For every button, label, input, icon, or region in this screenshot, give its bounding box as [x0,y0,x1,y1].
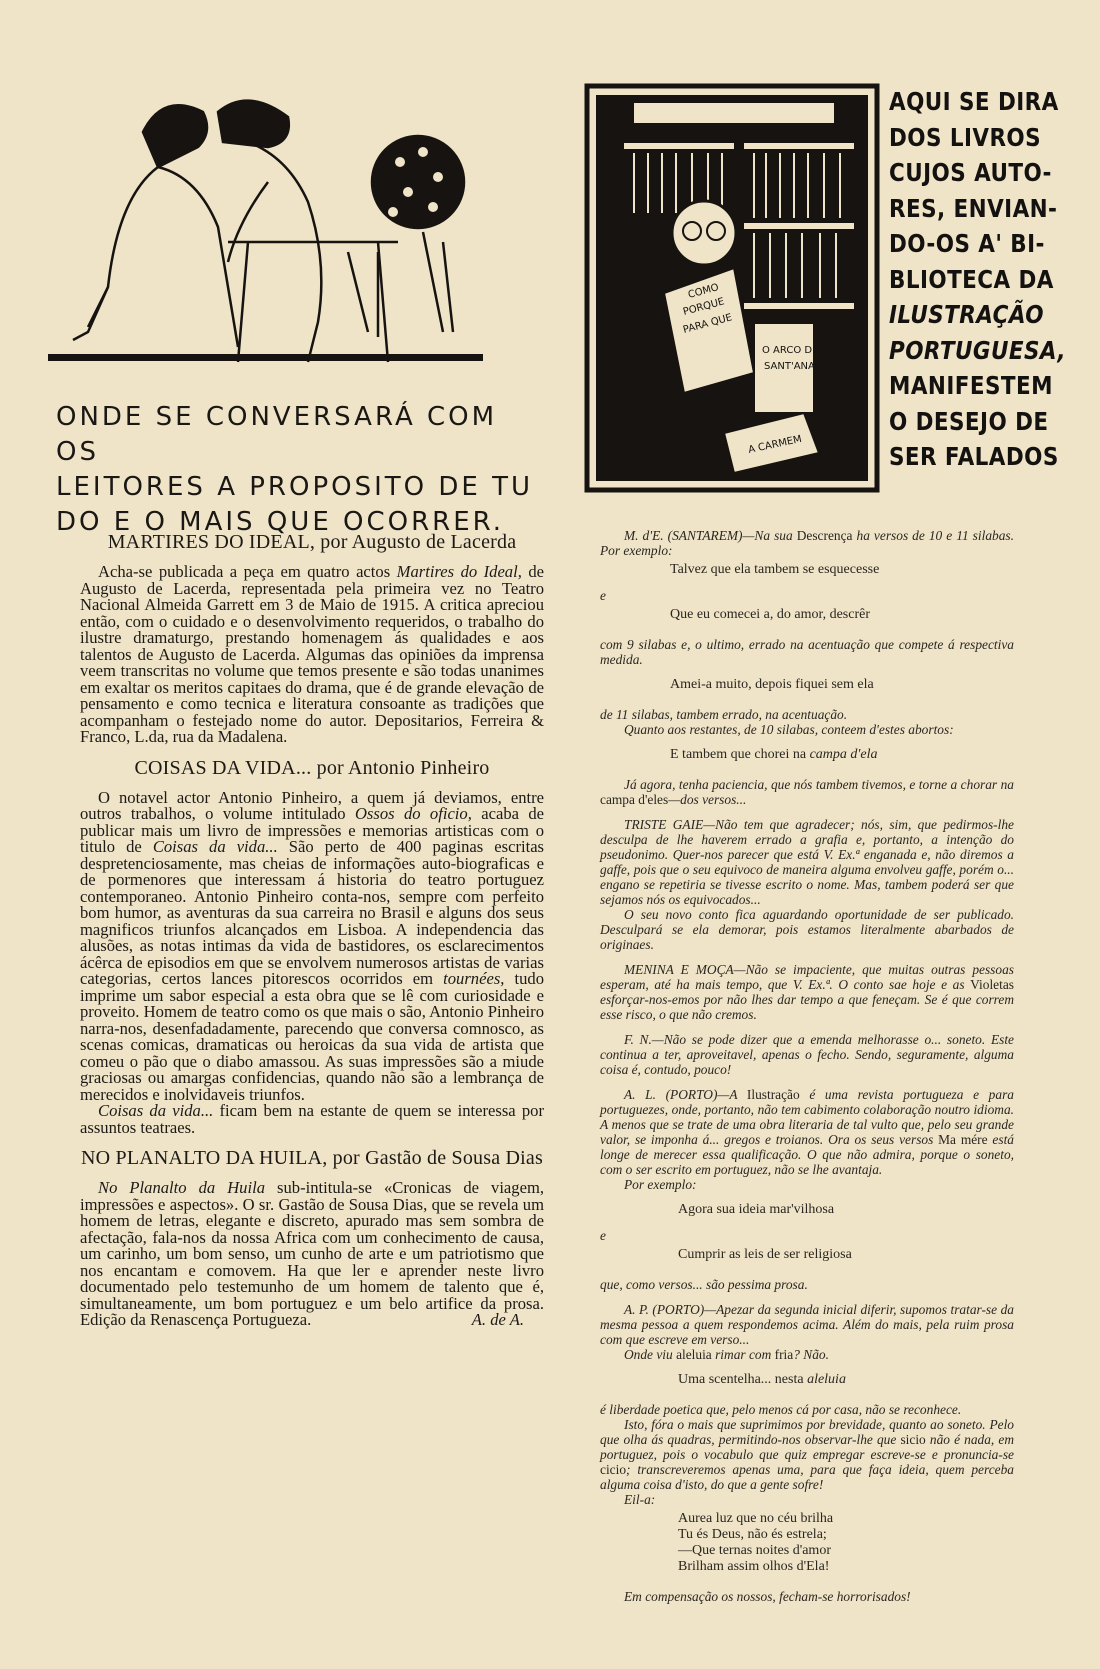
title-line: ILUSTRAÇÃO [889,300,1045,329]
text-segment: E tambem que chorei na [670,747,810,762]
book-label: O ARCO DE [762,345,819,356]
title-line: RES, ENVIAN- [889,193,1058,223]
text-segment: acaba de publicar mais um livro de impressões e memorias artisticas com o titulo de [80,804,545,856]
reply-paragraph [600,817,1014,907]
reply-paragraph [600,1402,1014,1417]
text-segment: O notavel actor Antonio Pinheiro, a quem já deviamos, entre outros trabalhos, o volume intitulado [80,787,544,823]
text-segment: São perto de 400 paginas escritas despretenciosamente, mas cheias de informações auto-biograficas e de pormenores que interessam á historia do teatro portuguez contemporaneo. Antonio Pinheiro conta-nos, sempre com perfeito bom humor, as aventuras da sua carreira no Brasil e alguns dos seus magnificos triunfos alcançados em Lisboa. A independencia das alusões, as notas intimas da vida de bastidores, os esclarecimentos ácêrca de episodios em que se envolvem numerosos artistas de varias categorias, certos lances pitorescos ocorridos em [80,837,545,988]
title-line: SER FALADOS [889,442,1059,471]
text-segment: Já agora, tenha paciencia, que nós tambem tivemos, e torne a chorar na [624,777,1014,792]
text-segment: Coisas da vida... [152,837,278,856]
title-line: DOS LIVROS [889,122,1042,152]
text-segment: Onde viu [624,1347,677,1362]
reply-paragraph [600,1417,1014,1492]
text-segment: campa d'ela [809,747,878,762]
text-segment: A. L. (PORTO)—A [624,1087,747,1102]
text-segment: Coisas da vida... [98,1101,214,1120]
text-segment: sub-intitula-se «Cronicas de viagem, impressões e aspectos». O sr. Gastão de Sousa Dias, que se revela um homem de letras, elegante e discreto, apurado mas sem sombra de afectação, fala-nos da nossa Africa com um conhecimento de causa, um carinho, um bom senso, um cunho de arte e um patriotismo que nos encantam e comovem. Ha que ler e aprender neste livro documentado pelo testemunho de um homem de talento que é, simultaneamente, um bom portuguez e um belo artifice da prosa. Edição da Renascença Portugueza. [80,1178,545,1329]
title-line: O DESEJO DE [889,406,1049,436]
title-line: MANIFESTEM [889,371,1053,400]
books-section-title [889,84,1066,475]
text-segment: F. N.—Não se pode dizer que a emenda melhorasse o... soneto. Este continua a ter, aproveitavel, apenas o fecho. Sendo, seguramente, alguma coisa é, contudo, pouco! [600,1032,1014,1077]
review-paragraph [80,1103,544,1136]
verse-line: Tu és Deus, não és estrela; [678,1527,827,1542]
text-segment: cicio [600,1462,627,1477]
library-reader-illustration [584,83,880,493]
verse-line: —Que ternas noites d'amor [678,1543,831,1558]
text-segment: ficam bem na estante de quem se interessa por assuntos teatraes. [80,1101,545,1137]
text-segment: Ma mére [938,1132,988,1147]
caption-line: ONDE SE CONVERSARÁ COM OS [56,402,498,467]
title-line: PORTUGUESA, [889,335,1066,365]
text-segment: campa d'eles [600,792,669,807]
title-line: DO-OS A' BI- [889,229,1045,258]
text-segment: de 11 silabas, tambem errado, na acentuação. [600,707,848,722]
text-segment: ; transcreveremos apenas uma, para que faça ideia, quem perceba alguma coisa d'isto, do que a gente sofre! [600,1462,1014,1492]
title-line: CUJOS AUTO- [889,158,1052,187]
text-segment: sicio [900,1432,926,1447]
text-segment: tournées, [443,969,505,988]
text-segment: é uma revista portugueza e para portuguezes, onde, portanto, não tem cabimento colaboração noutro idioma. A menos que se trate de uma obra literaria de tal vulto que, pelo seu grande valor, se imponha á... gregos e troianos. Ora os seus versos [600,1087,1014,1147]
reply-paragraph [600,1032,1014,1077]
reply-paragraph [600,637,1014,667]
book-label: SANT'ANA [764,361,815,372]
text-segment: ha versos de 10 e 11 silabas. Por exemplo: [600,528,1014,558]
text-segment: com 9 silabas e, o ultimo, errado na acentuação que compete á respectiva medida. [600,637,1014,667]
quoted-verse [678,1511,1014,1575]
text-segment: Acha-se publicada a peça em quatro actos [98,562,397,581]
reply-paragraph [600,1589,1014,1604]
reply-paragraph [600,962,1014,1022]
verse-line: Brilham assim olhos d'Ela! [678,1559,830,1574]
text-segment: M. d'E. (SANTAREM)—Na sua [624,528,797,543]
title-line: BLIOTECA DA [889,264,1054,294]
reply-paragraph [600,1177,1014,1192]
text-segment: Eil-a: [624,1492,656,1507]
text-segment: Quanto aos restantes, de 10 silabas, conteem d'estes abortos: [624,722,954,737]
floor-line [48,354,483,361]
text-segment: Ossos do oficio, [354,804,472,823]
reply-paragraph [600,777,1014,807]
text-segment: tudo imprime um sabor especial a esta obra que se lê com curiosidade e proveito. Homem de teatro como os que mais o são, Antonio Pinheiro narra-nos, desenfadadamente, parecendo que conversa comnosco, as scenas comicas, dramaticas ou heroicas da sua vida de artista que comeu o pão que o diabo amassou. As suas impressões são a miude graciosas ou amargas confidencias, quando não são a lembrança de merecidos e inolvidaveis triunfos. [80,969,544,1104]
text-segment: não é nada, em portuguez, pois o vocabulo que quiz empregar escreve-se e pronuncia-se [600,1432,1014,1462]
reply-paragraph [600,722,1014,737]
review-heading: MARTIRES DO IDEAL, por Augusto de Lacerda [107,531,517,553]
text-segment: ? Não. [793,1347,829,1362]
conversation-illustration [48,72,483,394]
review-paragraph [80,564,544,746]
reply-paragraph [600,1492,1014,1507]
reply-paragraph [600,907,1014,952]
text-segment: Martires do Ideal, [396,562,522,581]
text-segment: esforçar-nos-emos por não lhes dar tempo a que feneçam. Se é que correm esse risco, o que não cremos. [600,992,1014,1022]
text-segment: está longe de merecer essa qualificação. O que não admira, porque o soneto, com o ser escrito em portuguez, não se lhe avantaja. [600,1132,1014,1177]
text-segment: O seu novo conto fica aguardando oportunidade de ser publicado. Desculpará se ela demorar, pois estamos literalmente abarbados de originaes. [600,907,1014,952]
book-label: A CARMEM [747,433,803,456]
text-segment: rimar com [711,1347,775,1362]
reply-paragraph [600,528,1014,558]
quoted-verse [678,1247,1014,1263]
text-segment: aleluia [807,1372,846,1387]
verse-line: Amei-a muito, depois fiquei sem ela [670,677,874,692]
verse-line: Aurea luz que no céu brilha [678,1511,834,1526]
text-segment: de Augusto de Lacerda, representada pela primeira vez no Teatro Nacional Almeida Garrett em 3 de Maio de 1915. A critica apreciou então, com o cuidado e o desenvolvimento requeridos, o trabalho do ilustre dramaturgo, prestando homenagem ás qualidades e aos talentos de Augusto de Lacerda. Algumas das opiniões da imprensa veem transcritas no volume que temos presente e são todas unanimes em exaltar os meritos capitaes do drama, que é de grande elevação de pensamento e como tecnica e literatura consoante as tradições que acompanham o festejado nome do autor. Depositarios, Ferreira & Franco, L.da, rua da Madalena. [80,562,545,746]
text-segment: que, como versos... são pessima prosa. [600,1277,808,1292]
quoted-verse [678,1372,1014,1388]
quoted-verse [670,562,1014,578]
text-segment: —dos versos... [668,792,747,807]
reply-paragraph [600,1302,1014,1347]
text-segment: Ilustração [746,1087,800,1102]
verse-line: Talvez que ela tambem se esquecesse [670,562,880,577]
text-segment: é liberdade poetica que, pelo menos cá por casa, não se reconhece. [600,1402,962,1417]
conversation-caption [56,400,546,540]
review-paragraph [80,787,545,1104]
text-segment: fria [774,1347,794,1362]
verse-line: Agora sua ideia mar'vilhosa [678,1202,835,1217]
text-segment: aleluia [676,1347,712,1362]
text-segment: Por exemplo: [624,1177,697,1192]
review-signature: A. de A. [471,1310,524,1329]
caption-line: DO E O MAIS QUE OCORRER. [56,507,505,537]
reply-paragraph [600,1087,1014,1177]
text-segment: MENINA E MOÇA—Não se impaciente, que muitas outras pessoas esperam, até ha mais tempo, que V. Ex.ª. O conto sae hoje e as [600,962,1014,992]
book-label: PARA QUE [681,312,734,336]
text-segment: Violetas [970,977,1014,992]
verse-line: Cumprir as leis de ser religiosa [678,1247,852,1262]
quoted-verse [670,677,1014,693]
book-reviews-column [80,530,544,1339]
review-paragraph [80,1180,544,1329]
review-heading: NO PLANALTO DA HUILA, por Gastão de Sousa Dias [81,1147,543,1169]
quoted-verse [670,607,1014,623]
title-line: AQUI SE DIRA [889,87,1059,116]
review-heading: COISAS DA VIDA... por Antonio Pinheiro [134,756,490,779]
book-label: PORQUE [681,296,726,318]
reply-paragraph [600,1277,1014,1292]
review-section [80,756,544,1137]
text-segment: TRISTE GAIE—Não tem que agradecer; nós, sim, que pedirmos-lhe desculpa de lhe haverem errado a grafia e, portanto, a intenção do pseudonimo. Quer-nos parecer que está V. Ex.ª enganada e, não diremos a gaffe, pois que o seu equivoco de maneira alguma envolveu gaffe, porém o... engano se repetiria se tivesse escrito o nome. Mas, tambem poderá ser que sejamos nós os equivocados... [600,817,1014,907]
reply-paragraph [600,707,1014,722]
caption-line: LEITORES A PROPOSITO DE TU [56,472,534,502]
text-segment: Uma scentelha... nesta [678,1372,808,1387]
text-segment: Isto, fóra o mais que suprimimos por brevidade, quanto ao soneto. Pelo que olha ás quadras, permitindo-nos observar-lhe que [600,1417,1014,1447]
text-segment: Descrença [796,528,853,543]
review-section [80,530,544,746]
reader-replies-column [600,528,1014,1614]
conjunction: e [600,1228,606,1243]
conjunction: e [600,588,606,603]
reply-paragraph [600,1347,1014,1362]
text-segment: Em compensação os nossos, fecham-se horrorisados! [624,1589,911,1604]
review-section [80,1146,544,1329]
quoted-verse [670,747,1014,763]
book-label: COMO [686,282,721,301]
text-segment: No Planalto da Huila [98,1178,266,1197]
text-segment: A. P. (PORTO)—Apezar da segunda inicial diferir, supomos tratar-se da mesma pessoa a quem respondemos acima. Além do mais, pela ruim prosa com que escreve em verso... [600,1302,1014,1347]
verse-line: Que eu comecei a, do amor, descrêr [670,607,871,622]
quoted-verse [678,1202,1014,1218]
